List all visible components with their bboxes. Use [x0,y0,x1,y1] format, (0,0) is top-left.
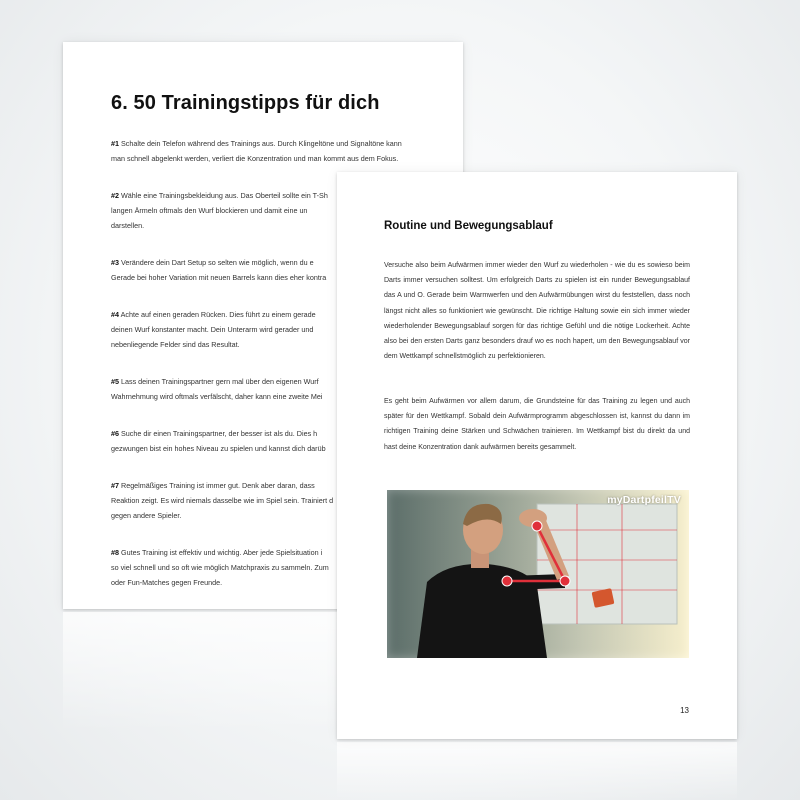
tip-text: Wähle eine Trainingsbekleidung aus. Das Oberteil sollte ein T-Sh [121,191,328,200]
tip-number: #4 [111,310,119,319]
tip-text: deinen Wurf konstanter macht. Dein Unterarm wird gerader und [111,325,314,334]
tip-text: Suche dir einen Trainingspartner, der besser ist als du. Dies h [121,429,318,438]
tip-number: #2 [111,191,119,200]
tip-text: oder Fun-Matches gegen Freunde. [111,578,223,587]
paragraph: Es geht beim Aufwärmen vor allem darum, die Grundsteine für das Training zu legen und auch später für den Wettkampf. Sobald dein Aufwärmprogramm abgeschlossen ist, kannst du dann im richtigen Training deine Stärken und Schwächen trainieren. Im Wettkampf bist du direkt da und hast deine Konzentration dank aufwärmen bereits gesammelt. [384,398,690,451]
photo-watermark: myDartpfeilTV [607,494,681,506]
tip-line [111,151,463,166]
tip-text: Lass deinen Trainingspartner gern mal über den eigenen Wurf [121,377,319,386]
page-number: 13 [680,706,689,715]
front-page [337,172,737,739]
photo-illustration [387,490,689,658]
tip-text: nebenliegende Felder sind das Resultat. [111,340,240,349]
tip-text: Achte auf einen geraden Rücken. Dies führt zu einem gerade [120,310,316,319]
tip-text: Verändere dein Dart Setup so selten wie möglich, wenn du e [121,258,314,267]
paragraph: Versuche also beim Aufwärmen immer wieder den Wurf zu wiederholen - wie du es sowieso beim Darts immer versuchen solltest. Um erfolgreich Darts zu spielen ist ein runder Bewegungsablauf das A und O. Gerade beim Warmwerfen und den Aufwärmübungen wirst du feststellen, dass noch längst nicht alles so funktioniert wie gewünscht. Die richtige Haltung sowie ein sich immer wieder wiederholender Bewegungsablauf sorgen für das richtige Gefühl und die nötige Lockerheit. Achte also bei den ersten Darts ganz besonders drauf wo es noch hapert, um den Bewegungsablauf vor dem Wettkampf schnellstmöglich zu perfektionieren. [384,262,690,361]
tip-text: darstellen. [111,221,145,230]
tip-number: #1 [111,139,119,148]
tip-number: #3 [111,258,119,267]
tip-number: #8 [111,548,119,557]
tip-text: Schalte dein Telefon während des Trainings aus. Durch Klingeltöne und Signaltöne kann [121,139,402,148]
tip-line [111,136,463,151]
back-page-title: 6. 50 Trainingstipps für dich [111,92,380,114]
tip-text: Gerade bei hoher Variation mit neuen Barrels kann dies eher kontra [111,273,327,282]
tip-text: gezwungen bist ein hohes Niveau zu spielen und kannst dich darüb [111,444,326,453]
front-page-title: Routine und Bewegungsablauf [384,220,553,232]
tip-text: Reaktion zeigt. Es wird niemals dasselbe wie im Spiel sein. Trainiert d [111,496,334,505]
front-page-reflection [337,742,737,800]
tip-text: gegen andere Spieler. [111,511,182,520]
tip-text: so viel schnell und so oft wie möglich Matchpraxis zu sammeln. Zum [111,563,329,572]
tip-text: man schnell abgelenkt werden, verliert die Konzentration und man kommt aus dem Fokus. [111,154,399,163]
tip-number: #5 [111,377,119,386]
dart-throw-photo [387,490,689,658]
tip-text: langen Ärmeln oftmals den Wurf blockieren und damit eine un [111,206,308,215]
tip-item [111,136,463,166]
tip-text: Regelmäßiges Training ist immer gut. Denk aber daran, dass [121,481,315,490]
tip-text: Wahrnehmung wird oftmals verfälscht, daher kann eine zweite Mei [111,392,323,401]
tip-number: #6 [111,429,119,438]
tip-number: #7 [111,481,119,490]
tip-text: Gutes Training ist effektiv und wichtig. Aber jede Spielsituation i [121,548,323,557]
